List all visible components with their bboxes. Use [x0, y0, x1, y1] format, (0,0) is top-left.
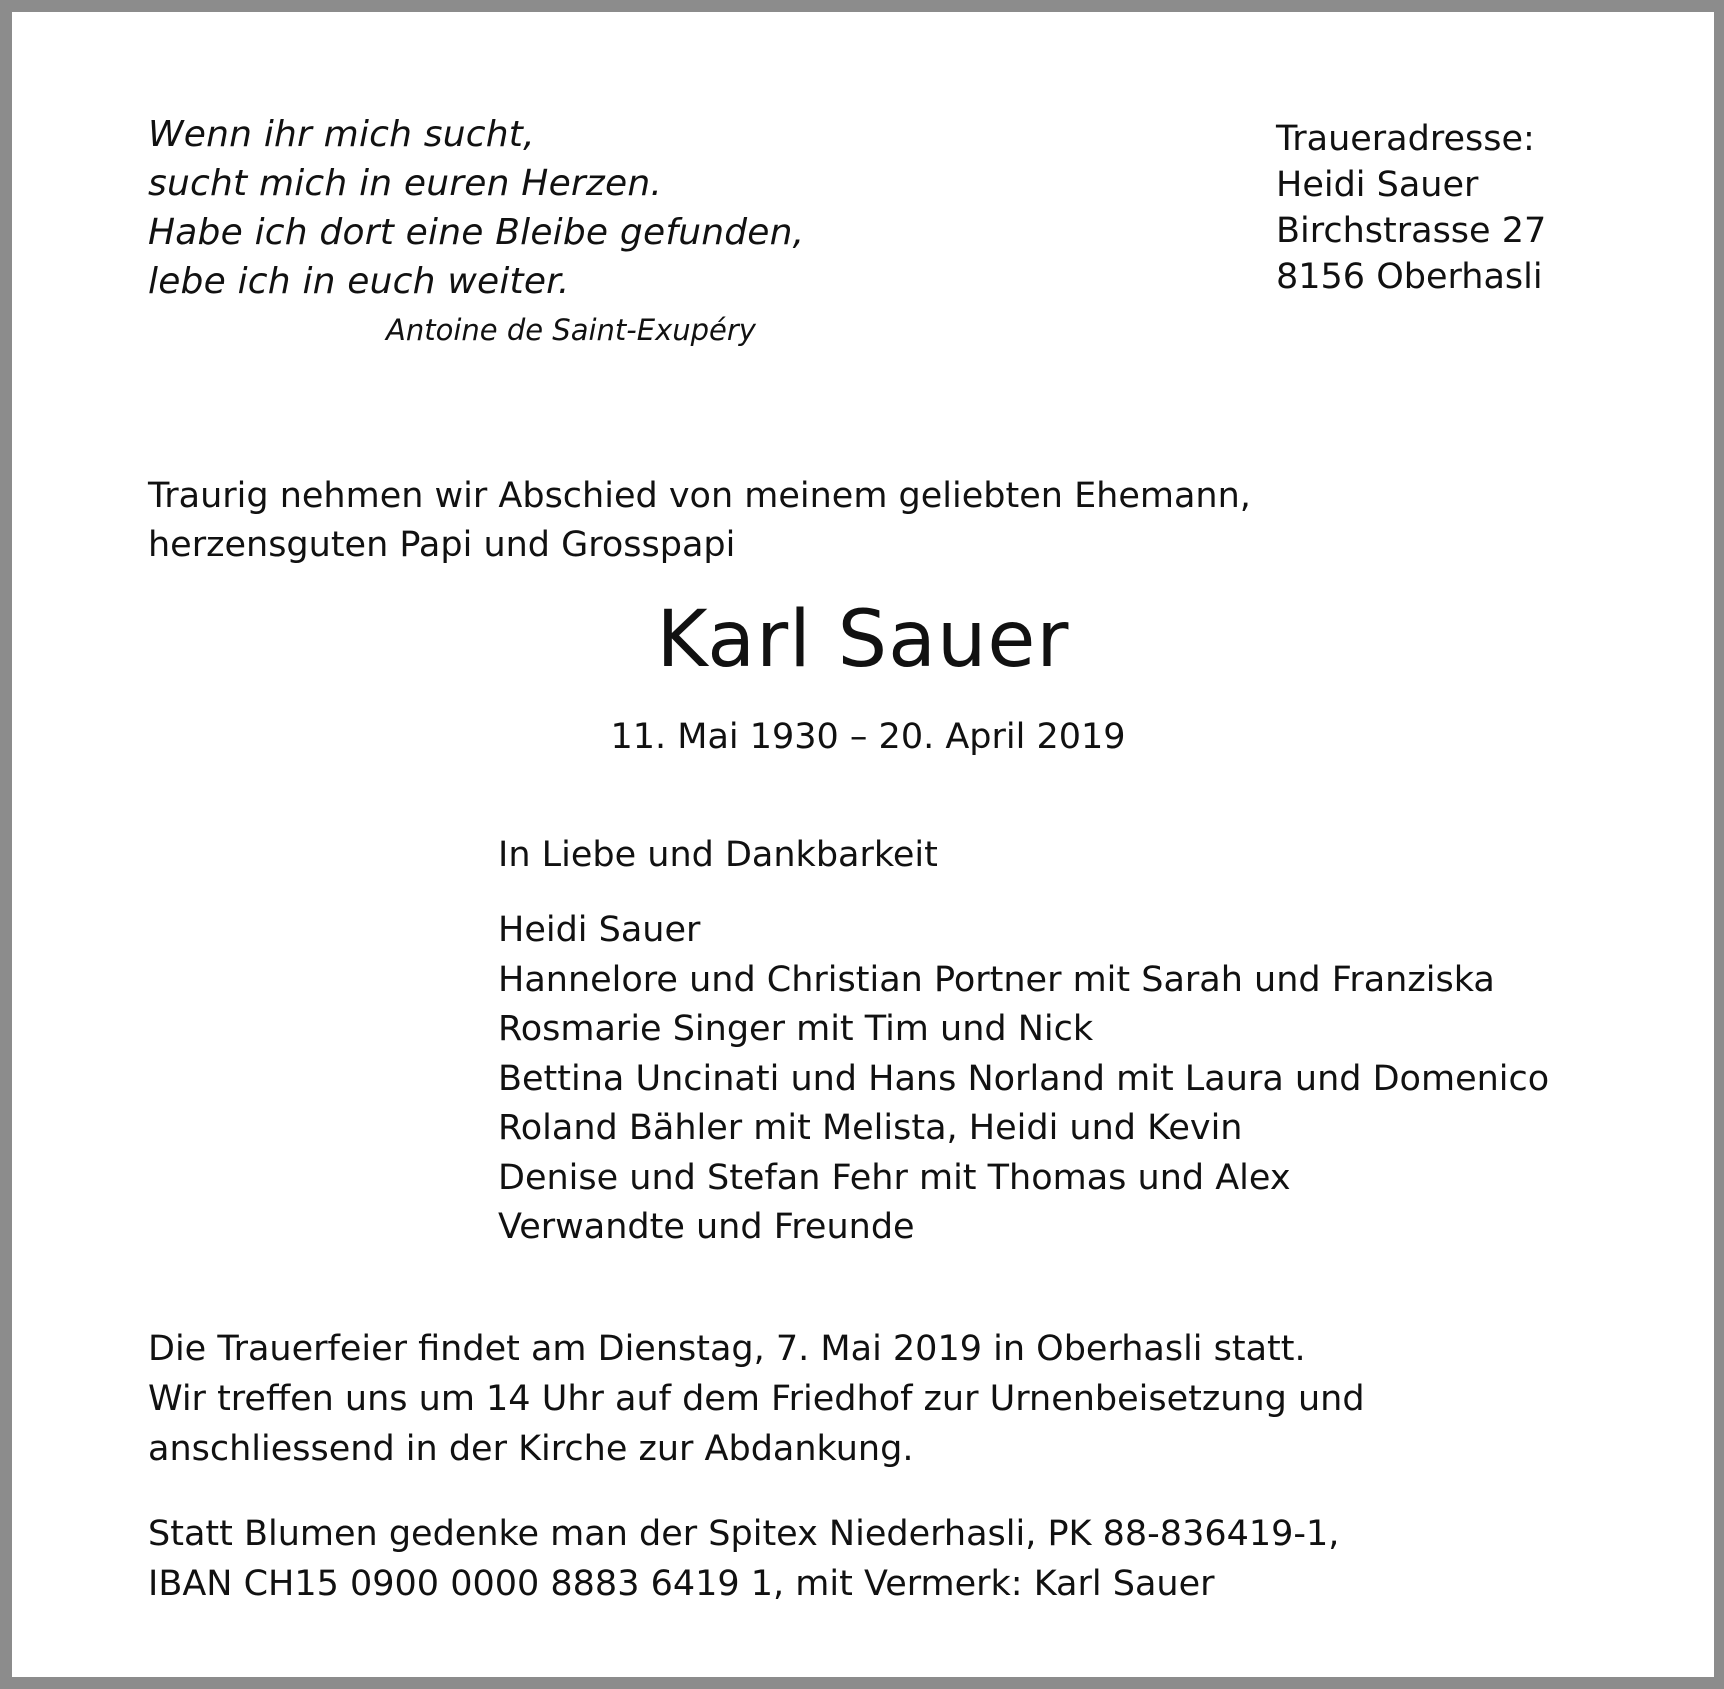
mourner-entry: Roland Bähler mit Melista, Heidi und Kevin [498, 1108, 1243, 1148]
obituary-page [12, 12, 1714, 1677]
ceremony-line: anschliessend in der Kirche zur Abdankung. [148, 1429, 914, 1469]
mourner-entry: Denise und Stefan Fehr mit Thomas und Alex [498, 1157, 1291, 1198]
quote-line: lebe ich in euch weiter. [148, 261, 570, 302]
donation-note [148, 1509, 1339, 1609]
ceremony-details [148, 1324, 1365, 1474]
deceased-name: Karl Sauer [656, 595, 1070, 685]
mourner-entry: Rosmarie Singer mit Tim und Nick [498, 1009, 1094, 1049]
mourner-entry: Verwandte und Freunde [498, 1207, 915, 1247]
quote-line: sucht mich in euren Herzen. [148, 163, 663, 204]
mourner-entry: Heidi Sauer [498, 910, 701, 950]
address-city: 8156 Oberhasli [1276, 257, 1543, 297]
donation-line: Statt Blumen gedenke man der Spitex Niederhasli, PK 88-836419-1, [148, 1514, 1340, 1554]
ceremony-line: Die Trauerfeier findet am Dienstag, 7. Mai 2019 in Oberhasli statt. [148, 1329, 1306, 1369]
address-street: Birchstrasse 27 [1276, 211, 1547, 251]
mourner-entry: Bettina Uncinati und Hans Norland mit Laura und Domenico [498, 1058, 1550, 1099]
quote-author: Antoine de Saint-Exupéry [386, 313, 756, 347]
life-dates: 11. Mai 1930 – 20. April 2019 [610, 717, 1126, 757]
mourners-heading: In Liebe und Dankbarkeit [498, 835, 938, 875]
farewell-intro [148, 472, 1251, 570]
intro-line: herzensguten Papi und Grosspapi [148, 525, 736, 565]
address-name: Heidi Sauer [1276, 165, 1479, 205]
address-label: Traueradresse: [1276, 119, 1535, 159]
mourner-entry: Hannelore und Christian Portner mit Sarah und Franziska [498, 959, 1495, 1000]
memorial-quote [148, 110, 804, 306]
mourning-address [1276, 116, 1546, 300]
quote-line: Wenn ihr mich sucht, [148, 114, 535, 155]
mourners-list [498, 906, 1549, 1253]
donation-line: IBAN CH15 0900 0000 8883 6419 1, mit Vermerk: Karl Sauer [148, 1564, 1215, 1604]
quote-line: Habe ich dort eine Bleibe gefunden, [148, 212, 805, 253]
ceremony-line: Wir treffen uns um 14 Uhr auf dem Friedhof zur Urnenbeisetzung und [148, 1379, 1365, 1419]
intro-line: Traurig nehmen wir Abschied von meinem geliebten Ehemann, [148, 476, 1251, 516]
